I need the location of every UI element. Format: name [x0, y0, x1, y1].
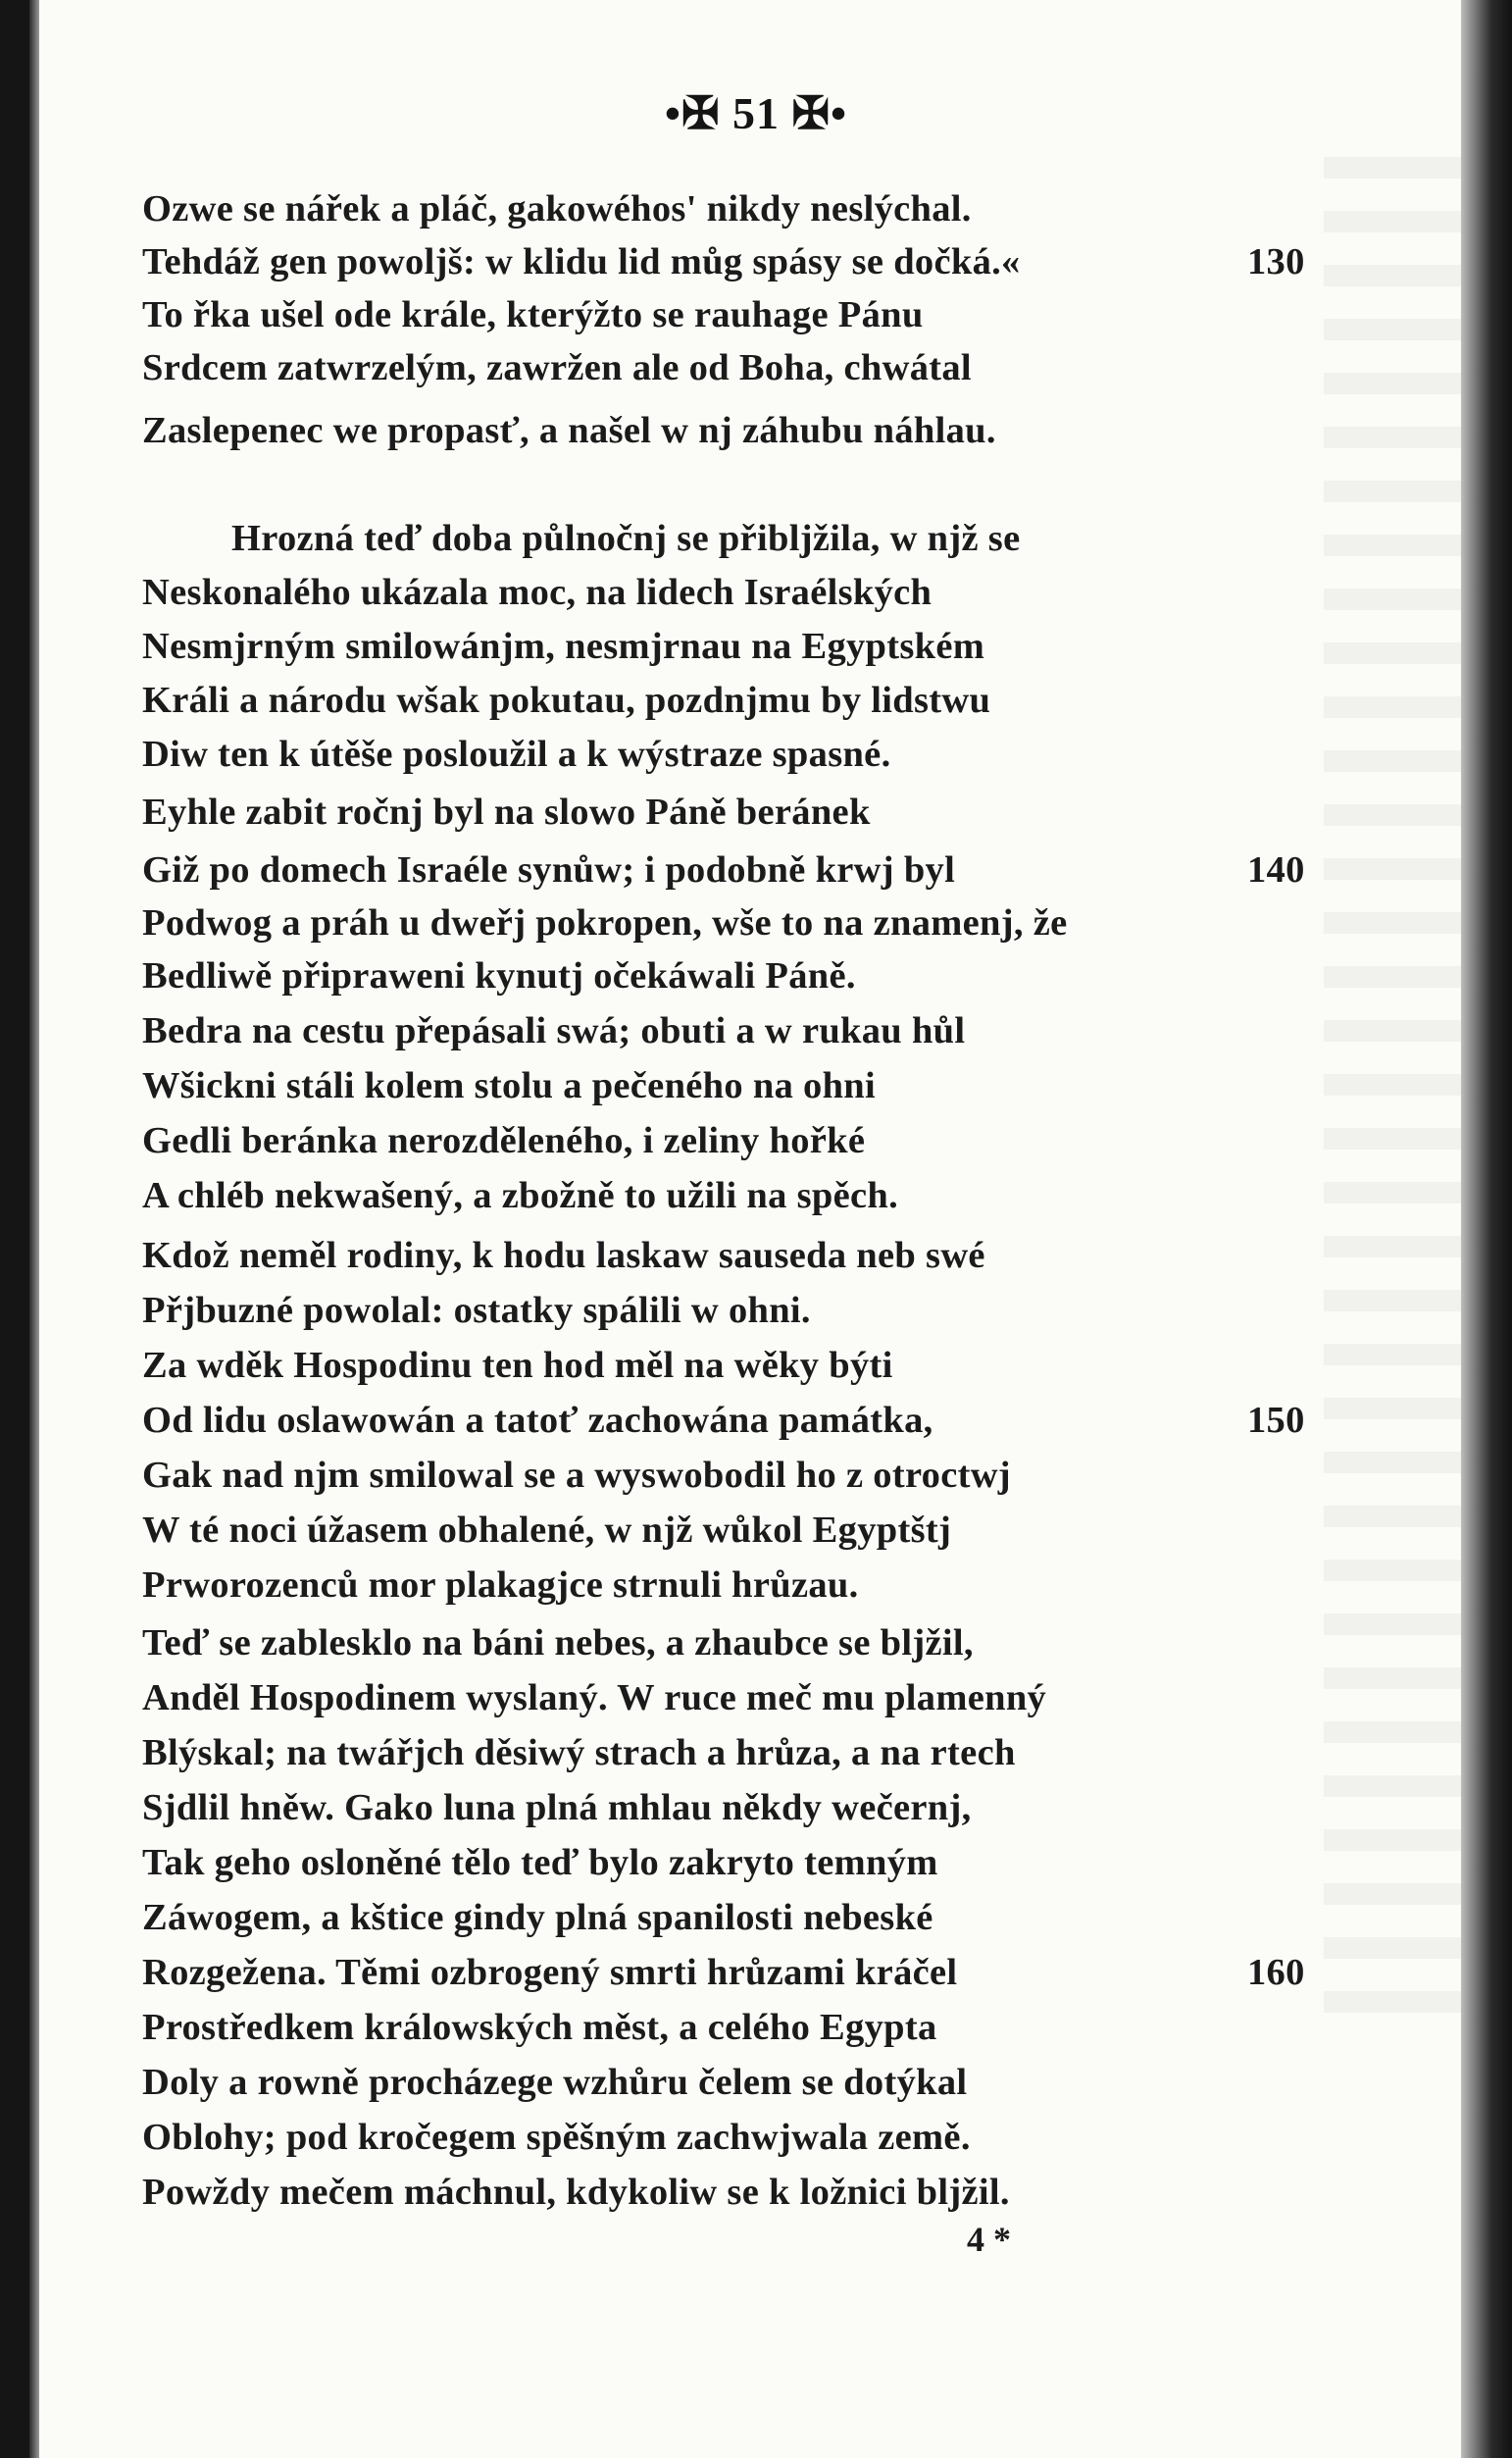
poem-line: Od lidu oslawowán a tatoť zachowána památka, 150: [0, 1391, 1512, 1450]
poem-line: Kdož neměl rodiny, k hodu laskaw sauseda neb swé: [142, 1235, 985, 1276]
poem-line: W té noci úžasem obhalené, w njž wůkol Egyptštj: [142, 1510, 952, 1551]
poem-line: Nesmjrným smilowánjm, nesmjrnau na Egyptském: [142, 626, 985, 667]
poem-line: Eyhle zabit ročnj byl na slowo Páně beránek: [142, 792, 871, 833]
poem-line: Za wděk Hospodinu ten hod měl na wěky býti: [142, 1345, 893, 1386]
poem-line: Gedli beránka nerozděleného, i zeliny hořké: [142, 1120, 866, 1161]
poem-line: Podwog a práh u dweřj pokropen, wše to na znamenj, že: [142, 902, 1068, 944]
poem-line: Wšickni stáli kolem stolu a pečeného na ohni: [142, 1065, 877, 1106]
line-number: 130: [1247, 241, 1305, 282]
poem-line: Powždy mečem máchnul, kdykoliw se k ložnici bljžil.: [142, 2172, 1010, 2213]
poem-line: Blýskal; na twářjch děsiwý strach a hrůza, a na rtech: [142, 1732, 1016, 1773]
poem-line: Anděl Hospodinem wyslaný. W ruce meč mu plamenný: [142, 1677, 1047, 1718]
poem-line: Diw ten k útěše posloužil a k wýstraze spasné.: [142, 734, 891, 775]
line-number: 140: [1247, 849, 1305, 891]
poem-line: Králi a národu wšak pokutau, pozdnjmu by lidstwu: [142, 680, 991, 721]
poem-line: To řka ušel ode krále, kterýžto se rauhage Pánu: [142, 294, 924, 335]
poem-line: Záwogem, a kštice gindy plná spanilosti nebeské: [142, 1897, 933, 1938]
poem-line: Ozwe se nářek a pláč, gakowéhos' nikdy neslýchal.: [142, 188, 972, 230]
poem-line: Bedliwě připraweni kynutj očekáwali Páně.: [142, 955, 856, 997]
poem-line: Giž po domech Israéle synůw; i podobně krwj byl 140: [0, 841, 1512, 899]
page-number-header: •✠ 51 ✠•: [664, 88, 848, 138]
signature-mark: 4 *: [967, 2220, 1011, 2259]
poem-line: Srdcem zatwrzelým, zawržen ale od Boha, chwátal: [142, 347, 972, 388]
poem-line: A chléb nekwašený, a zbožně to užili na spěch.: [142, 1175, 899, 1216]
poem-line: Prworozenců mor plakagjce strnuli hrůzau.: [142, 1564, 859, 1606]
poem-line: Hrozná teď doba půlnočnj se přibljžila, w njž se: [231, 518, 1021, 559]
poem-line: Tak geho osloněné tělo teď bylo zakryto temným: [142, 1842, 938, 1883]
poem-line: Oblohy; pod kročegem spěšným zachwjwala země.: [142, 2117, 971, 2158]
poem-line: Přjbuzné powolal: ostatky spálili w ohni.: [142, 1290, 811, 1331]
poem-line: Teď se zablesklo na báni nebes, a zhaubce se bljžil,: [142, 1622, 974, 1664]
poem-line: Tehdáž gen powoljš: w klidu lid můg spásy se dočká.« 130: [0, 232, 1512, 291]
poem-line: Bedra na cestu přepásali swá; obuti a w rukau hůl: [142, 1010, 966, 1051]
poem-line: Zaslepenec we propasť, a našel w nj záhubu náhlau.: [142, 410, 996, 451]
poem-line: Rozgežena. Těmi ozbrogený smrti hrůzami kráčel 160: [0, 1943, 1512, 2002]
poem-line: Gak nad njm smilowal se a wyswobodil ho z otroctwj: [142, 1455, 1011, 1496]
poem-line: Neskonalého ukázala moc, na lidech Israélských: [142, 572, 932, 613]
poem-line: Doly a rowně procházege wzhůru čelem se dotýkal: [142, 2062, 968, 2103]
poem-line: Prostředkem králowských měst, a celého Egypta: [142, 2007, 937, 2048]
poem-line: Sjdlil hněw. Gako luna plná mhlau někdy wečernj,: [142, 1787, 972, 1828]
line-number: 160: [1247, 1952, 1305, 1993]
line-number: 150: [1247, 1400, 1305, 1441]
